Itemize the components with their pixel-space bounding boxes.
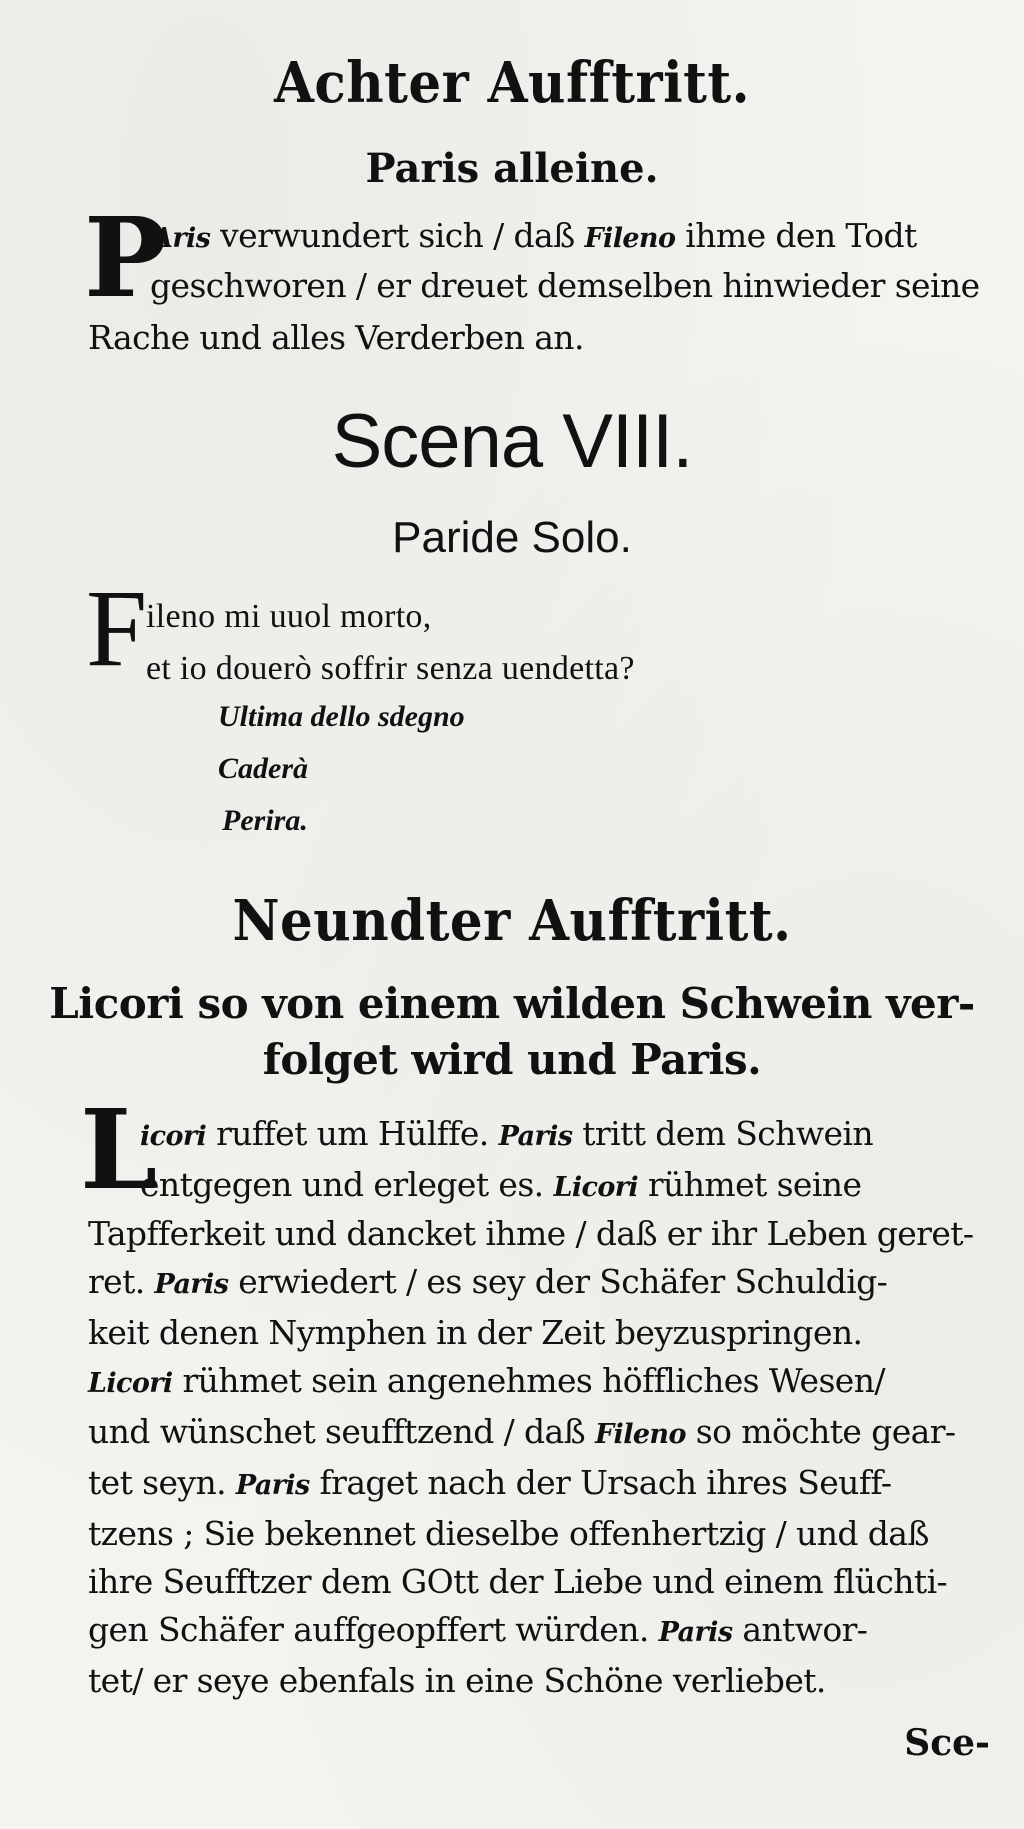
para-line: Tapfferkeit und dancket ihme / daß er ihr Leben geret- xyxy=(88,1214,974,1253)
text-run: rühmet sein angenehmes höffliches Wesen/ xyxy=(172,1361,885,1400)
name-italic: Aris xyxy=(152,223,211,254)
scene8-de-dropcap: P xyxy=(84,193,167,322)
scene8-de-paragraph xyxy=(152,212,1022,263)
scene9-de-paragraph-body xyxy=(88,1210,1018,1705)
para-line: tzens ; Sie bekennet dieselbe offenhertzig / und daß xyxy=(88,1514,929,1553)
scene8-de-subtitle: Paris alleine. xyxy=(365,145,659,192)
para-line: tet/ er seye ebenfals in eine Schöne verliebet. xyxy=(88,1661,826,1700)
name-italic: Fileno xyxy=(584,223,676,254)
name-italic: Paris xyxy=(235,1470,310,1501)
para-line: Rache und alles Verderben an. xyxy=(88,318,584,357)
para-line: keit denen Nymphen in der Zeit beyzuspringen. xyxy=(88,1313,863,1352)
text-run: ruffet um Hülffe. xyxy=(206,1114,499,1153)
text-run: verwundert sich / daß xyxy=(210,216,585,255)
para-line xyxy=(140,1110,1020,1161)
verse-italic-line: Caderà xyxy=(218,752,308,785)
name-italic: icori xyxy=(140,1121,207,1152)
text-run: und wünschet seufftzend / daß xyxy=(88,1412,595,1451)
para-line: geschworen / er dreuet demselben hinwieder seine xyxy=(150,266,980,305)
scene8-de-paragraph-end xyxy=(88,314,1018,362)
name-italic: Paris xyxy=(154,1269,229,1300)
scene9-de-paragraph xyxy=(140,1110,1020,1212)
para-line xyxy=(152,212,1022,263)
scene9-de-dropcap: L xyxy=(80,1085,158,1214)
scene8-it-title: Scena VIII. xyxy=(331,399,693,484)
catchword: Sce- xyxy=(904,1722,990,1764)
scene9-de-title: Neundter Aufftritt. xyxy=(232,888,792,954)
text-run: so möchte gear- xyxy=(685,1412,956,1451)
verse-line: et io douerò soffrir senza uendetta? xyxy=(146,650,635,687)
text-run: entgegen und erleget es. xyxy=(140,1165,554,1204)
text-run: ihme den Todt xyxy=(675,216,917,255)
para-line xyxy=(88,1408,1018,1459)
verse-line: ileno mi uuol morto, xyxy=(146,598,432,635)
name-italic: Paris xyxy=(658,1617,733,1648)
para-line xyxy=(88,1258,1018,1309)
name-italic: Fileno xyxy=(594,1419,686,1450)
name-italic: Licori xyxy=(553,1172,639,1203)
para-line xyxy=(88,1606,1018,1657)
text-run: tritt dem Schwein xyxy=(572,1114,874,1153)
para-line xyxy=(88,1357,1018,1408)
verse-italic-line: Ultima dello sdegno xyxy=(218,700,465,733)
para-line xyxy=(140,1161,1020,1212)
scene9-de-heading-line2: folget wird und Paris. xyxy=(262,1035,762,1084)
scene8-it-dropcap: F xyxy=(86,567,148,689)
para-line: ihre Seufftzer dem GOtt der Liebe und einem flüchti- xyxy=(88,1562,948,1601)
text-run: tet seyn. xyxy=(88,1463,236,1502)
verse-italic-line: Perira. xyxy=(222,804,308,837)
name-italic: Paris xyxy=(498,1121,573,1152)
para-line xyxy=(88,1459,1018,1510)
text-run: erwiedert / es sey der Schäfer Schuldig- xyxy=(228,1262,888,1301)
scene9-de-heading-line1: Licori so von einem wilden Schwein ver- xyxy=(49,979,975,1028)
text-run: antwor- xyxy=(732,1610,868,1649)
text-run: rühmet seine xyxy=(638,1165,862,1204)
text-run: ret. xyxy=(88,1262,155,1301)
scene8-de-paragraph-cont xyxy=(150,262,1020,310)
name-italic: Licori xyxy=(88,1368,173,1399)
text-run: gen Schäfer auffgeopffert würden. xyxy=(88,1610,659,1649)
scene8-it-subtitle: Paride Solo. xyxy=(392,513,632,562)
text-run: fraget nach der Ursach ihres Seuff- xyxy=(309,1463,892,1502)
scene8-de-title: Achter Aufftritt. xyxy=(273,50,751,116)
